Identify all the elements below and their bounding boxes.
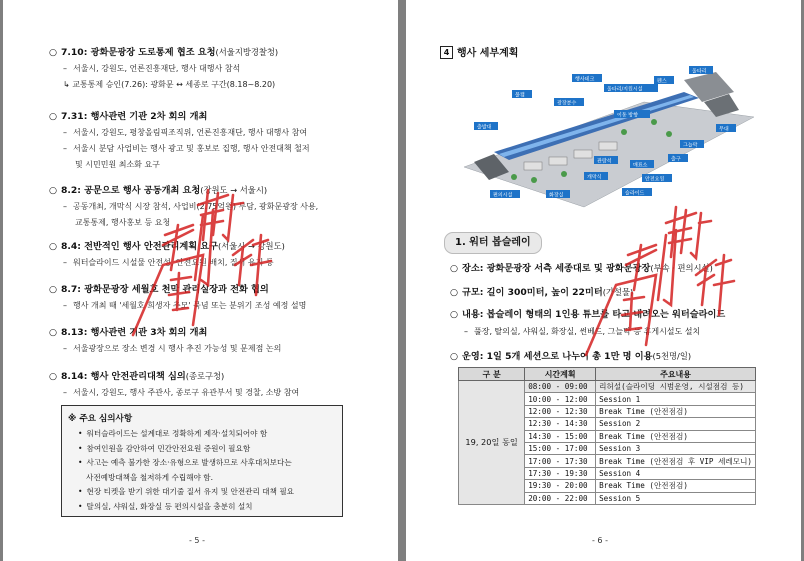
review-notes-title: ※ 주요 심의사항 <box>68 414 133 424</box>
timeline-entry-org: (강원도 → 서울시) <box>200 185 268 195</box>
schedule-content: Break Time (안전점검 후 VIP 세레모니) <box>596 455 756 467</box>
diagram-label: 울타리 <box>692 68 707 75</box>
schedule-row <box>459 381 756 393</box>
diagram-label: 행사데크 <box>575 76 595 83</box>
diagram-label: 펜스 <box>657 78 667 85</box>
event-detail-note: (가설물) <box>602 287 634 297</box>
schedule-time: 12:30 - 14:30 <box>525 418 596 430</box>
review-note-item: • 워터슬라이드는 설계대로 정확하게 제작·설치되어야 함 <box>78 428 267 439</box>
schedule-time: 17:30 - 19:30 <box>525 467 596 479</box>
subsection-title: 1. 워터 봅슬레이 <box>444 232 542 254</box>
timeline-entry-detail: – 공동개최, 개막식 시장 참석, 사업비(2.75억원) 부담, 광화문광장 사용, <box>63 201 318 212</box>
bullet-icon: ○ <box>49 111 58 122</box>
review-note-item: • 참여인원을 감안하여 민간안전요원 증원이 필요함 <box>78 443 250 454</box>
venue-layout-diagram <box>454 62 754 212</box>
timeline-entry-detail: 및 시민민원 최소화 요구 <box>75 160 160 169</box>
timeline-entry-title: 7.31: 행사관련 기관 2차 회의 개최 <box>61 111 208 122</box>
timeline-entry-heading <box>49 324 207 338</box>
bullet-icon: ○ <box>450 263 459 274</box>
timeline-entry-org: (서울지방경찰청) <box>215 47 279 57</box>
event-detail <box>450 260 713 274</box>
section-number: 4 <box>440 46 453 59</box>
timeline-entry-title: 8.13: 행사관련 기관 3차 회의 개최 <box>61 327 208 338</box>
timeline-entry-detail: – 서울시 분담 사업비는 행사 광고 및 홍보로 집행, 행사 안전대책 철저 <box>63 143 310 154</box>
schedule-content: Session 3 <box>596 442 756 454</box>
schedule-content: 리허설(슬라이딩 시범운영, 시설점검 등) <box>596 381 756 393</box>
section-heading <box>440 44 518 59</box>
event-detail-text: 장소: 광화문광장 서측 세종대로 및 광화문광장 <box>462 263 651 274</box>
timeline-entry-detail: – 서울광장으로 장소 변경 시 행사 추진 가능성 및 문제점 논의 <box>63 343 281 354</box>
timeline-entry-title: 8.14: 행사 안전관리대책 심의 <box>61 371 186 382</box>
diagram-label: 편의시설 <box>493 192 513 199</box>
timeline-entry-detail: – 서울시, 강원도, 평창올림픽조직위, 언론진흥재단, 행사 대행사 참여 <box>63 127 307 138</box>
table-header: 주요내용 <box>596 368 756 381</box>
timeline-entry-title: 7.10: 광화문광장 도로통제 협조 요청 <box>61 47 216 58</box>
schedule-content: Session 2 <box>596 418 756 430</box>
bullet-icon: ○ <box>450 351 459 362</box>
page-number: - 5 - <box>189 536 205 545</box>
diagram-label: 화장실 <box>549 192 564 199</box>
schedule-time: 19:30 - 20:00 <box>525 480 596 492</box>
schedule-time: 15:00 - 17:00 <box>525 442 596 454</box>
bullet-icon: ○ <box>450 287 459 298</box>
document-page-6 <box>406 0 801 561</box>
schedule-content: Session 4 <box>596 467 756 479</box>
timeline-entry-heading <box>49 182 267 196</box>
schedule-time: 10:00 - 12:00 <box>525 393 596 405</box>
event-detail-note: (부속 · 편의시설) <box>650 263 713 273</box>
bullet-icon: ○ <box>49 371 58 382</box>
timeline-entry-heading <box>49 368 224 382</box>
event-detail-text: 내용: 봅슬레이 형태의 1인용 튜브를 타고 내려오는 워터슬라이드 <box>462 309 726 320</box>
review-note-item: • 현장 티켓을 받기 위한 대기줄 질서 유지 및 안전관리 대책 필요 <box>78 486 294 497</box>
timeline-entry-title: 8.4: 전반적인 행사 안전관리계획 요구 <box>61 241 219 252</box>
review-note-item: • 탈의실, 샤워실, 화장실 등 편의시설을 충분히 설치 <box>78 501 253 512</box>
timeline-entry-org: (종로구청) <box>185 371 225 381</box>
page-number: - 6 - <box>592 536 608 545</box>
schedule-time: 17:00 - 17:30 <box>525 455 596 467</box>
schedule-time: 12:00 - 12:30 <box>525 405 596 417</box>
schedule-time: 14:30 - 15:00 <box>525 430 596 442</box>
bullet-icon: ○ <box>450 309 459 320</box>
timeline-entry-title: 8.2: 공문으로 행사 공동개최 요청 <box>61 185 201 196</box>
document-page-5 <box>3 0 398 561</box>
schedule-content: Break Time (안전점검) <box>596 480 756 492</box>
schedule-time: 20:00 - 22:00 <box>525 492 596 504</box>
facility-note: – 풀장, 탈의실, 샤워실, 화장실, 썬베드, 그늘막 등 휴게시설도 설치 <box>464 326 700 337</box>
timeline-entry-detail: – 서울시, 강원도, 언론진흥재단, 행사 대행사 참석 <box>63 63 240 74</box>
timeline-entry-detail: ↳ 교통통제 승인(7.26): 광화문 ↔ 세종로 구간(8.18~8.20) <box>63 80 276 89</box>
schedule-content: Break Time (안전점검) <box>596 405 756 417</box>
schedule-day-cell: 19, 20일 동일 <box>459 381 525 505</box>
bullet-icon: ○ <box>49 241 58 252</box>
diagram-label: 출발대 <box>477 124 492 131</box>
diagram-label: 그늘막 <box>683 142 698 149</box>
timeline-entry-detail: 교통통제, 행사홍보 등 요청 <box>75 218 171 227</box>
diagram-label: 매표소 <box>633 162 648 169</box>
schedule-content: Session 1 <box>596 393 756 405</box>
timeline-entry-heading <box>49 281 269 295</box>
diagram-label: 무대 <box>719 126 729 133</box>
event-detail-note: (5천명/일) <box>652 351 692 361</box>
timeline-entry-detail: – 워터슬라이드 시설물 안전성, 안전요원 배치, 질서 유지 등 <box>63 257 274 268</box>
diagram-label: 슬라이드 <box>625 190 645 197</box>
timeline-entry-detail: – 서울시, 강원도, 행사 주관사, 종로구 유관부서 및 경찰, 소방 참여 <box>63 387 299 398</box>
table-header: 시간계획 <box>525 368 596 381</box>
bullet-icon: ○ <box>49 327 58 338</box>
event-detail <box>450 284 633 298</box>
event-detail <box>450 348 691 362</box>
timeline-entry-heading <box>49 44 278 58</box>
diagram-label: 출구 <box>671 156 681 163</box>
table-header: 구 분 <box>459 368 525 381</box>
diagram-label: 개막식 <box>587 174 602 181</box>
schedule-table <box>458 367 756 505</box>
timeline-entry-title: 8.7: 광화문광장 세월호 천막 관리실장과 전화 협의 <box>61 284 269 295</box>
bullet-icon: ○ <box>49 284 58 295</box>
timeline-entry-org: (서울시 → 강원도) <box>218 241 285 251</box>
timeline-entry-detail: – 행사 개최 때 '세월호 희생자 추모' 묵념 또는 분위기 조성 예정 설명 <box>63 300 306 311</box>
review-note-item: • 사고는 예측 불가한 장소·유형으로 발생하므로 사후대처보다는 <box>78 457 292 468</box>
diagram-label: 안전요원 <box>645 176 665 183</box>
schedule-content: Session 5 <box>596 492 756 504</box>
review-note-item: 사전예방대책을 철저하게 수립해야 함. <box>86 472 214 482</box>
bullet-icon: ○ <box>49 47 58 58</box>
timeline-entry-heading <box>49 108 207 122</box>
diagram-label: 이동 방향 <box>617 112 638 119</box>
event-detail-text: 운영: 1일 5개 세션으로 나누어 총 1만 명 이용 <box>462 351 653 362</box>
diagram-label: 울타리/지원시설 <box>607 86 643 93</box>
diagram-label: 불캡 <box>515 92 525 99</box>
bullet-icon: ○ <box>49 185 58 196</box>
diagram-label: 관람석 <box>597 158 612 165</box>
schedule-time: 08:00 - 09:00 <box>525 381 596 393</box>
event-detail-text: 규모: 길이 300미터, 높이 22미터 <box>462 287 603 298</box>
schedule-content: Break Time (안전점검) <box>596 430 756 442</box>
section-title: 행사 세부계획 <box>457 48 519 59</box>
review-notes-box <box>61 405 343 517</box>
event-detail <box>450 306 725 320</box>
timeline-entry-heading <box>49 238 285 252</box>
diagram-label: 광장분수 <box>557 100 577 107</box>
